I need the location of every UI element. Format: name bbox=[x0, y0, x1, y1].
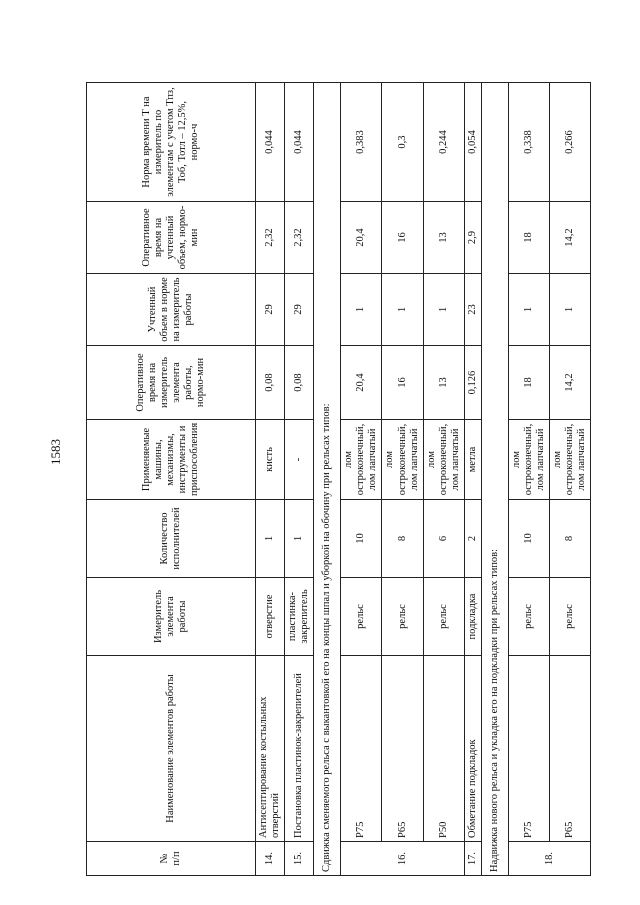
cell-workers: 8 bbox=[382, 500, 423, 578]
table-row bbox=[508, 83, 549, 876]
table-row bbox=[550, 83, 591, 876]
section-title: Сдвижка сменяемого рельса с выкантовкой его на концы шпал и уборкой на обочину при рельсах типов: bbox=[314, 83, 341, 876]
cell-op-time-volume: 20,4 bbox=[341, 202, 382, 274]
section-title: Надвижка нового рельса и укладка его на подкладки при рельсах типов: bbox=[481, 83, 508, 876]
cell-tools: лом остроконечный, лом лапчатый bbox=[423, 420, 464, 500]
table-row bbox=[256, 83, 285, 876]
cell-op-time: 18 bbox=[508, 346, 549, 420]
cell-workers: 10 bbox=[508, 500, 549, 578]
section-row bbox=[314, 83, 341, 876]
cell-op-time: 0,08 bbox=[285, 346, 314, 420]
cell-norm: 0,054 bbox=[464, 83, 481, 202]
cell-meter: рельс bbox=[508, 578, 549, 656]
cell-num: 16. bbox=[341, 842, 465, 876]
norms-table-container bbox=[86, 83, 588, 876]
cell-tools: лом остроконечный, лом лапчатый bbox=[382, 420, 423, 500]
cell-tools: лом остроконечный, лом лапчатый bbox=[341, 420, 382, 500]
header-op-time: Оперативное время на измеритель элемента работы, нормо-мин bbox=[87, 346, 256, 420]
cell-meter: рельс bbox=[382, 578, 423, 656]
cell-meter: рельс bbox=[423, 578, 464, 656]
cell-norm: 0,383 bbox=[341, 83, 382, 202]
cell-op-time: 16 bbox=[382, 346, 423, 420]
cell-norm: 0,338 bbox=[508, 83, 549, 202]
cell-op-time: 0,08 bbox=[256, 346, 285, 420]
table-row bbox=[382, 83, 423, 876]
cell-op-time-volume: 14,2 bbox=[550, 202, 591, 274]
header-norm: Норма времени Т на измеритель по элементам с учетом Тпз, Тоб, Тотл – 12,5%, нормо-ч bbox=[87, 83, 256, 202]
cell-norm: 0,044 bbox=[256, 83, 285, 202]
cell-op-time: 13 bbox=[423, 346, 464, 420]
cell-workers: 10 bbox=[341, 500, 382, 578]
section-row bbox=[481, 83, 508, 876]
cell-workers: 1 bbox=[285, 500, 314, 578]
cell-volume: 1 bbox=[341, 274, 382, 346]
cell-meter: пластинка-закрепитель bbox=[285, 578, 314, 656]
norms-table bbox=[86, 82, 591, 876]
cell-num: 15. bbox=[285, 842, 314, 876]
cell-volume: 23 bbox=[464, 274, 481, 346]
cell-name: Р75 bbox=[341, 656, 382, 842]
cell-op-time: 20,4 bbox=[341, 346, 382, 420]
cell-name: Р75 bbox=[508, 656, 549, 842]
cell-tools: кисть bbox=[256, 420, 285, 500]
cell-meter: рельс bbox=[550, 578, 591, 656]
cell-op-time: 0,126 bbox=[464, 346, 481, 420]
cell-volume: 1 bbox=[382, 274, 423, 346]
header-row bbox=[87, 83, 256, 876]
cell-name: Р65 bbox=[382, 656, 423, 842]
table-row bbox=[341, 83, 382, 876]
header-volume: Учтенный объем в норме на измеритель работы bbox=[87, 274, 256, 346]
cell-op-time-volume: 13 bbox=[423, 202, 464, 274]
cell-workers: 6 bbox=[423, 500, 464, 578]
cell-volume: 1 bbox=[508, 274, 549, 346]
cell-op-time: 14,2 bbox=[550, 346, 591, 420]
cell-workers: 1 bbox=[256, 500, 285, 578]
cell-meter: подкладка bbox=[464, 578, 481, 656]
header-num: № п/п bbox=[87, 842, 256, 876]
cell-meter: отверстие bbox=[256, 578, 285, 656]
cell-volume: 29 bbox=[256, 274, 285, 346]
cell-name: Обметание подкладок bbox=[464, 656, 481, 842]
header-name: Наименование элементов работы bbox=[87, 656, 256, 842]
header-op-time-volume: Оперативное время на учтенный объем, нормо-мин bbox=[87, 202, 256, 274]
table-row bbox=[285, 83, 314, 876]
cell-num: 14. bbox=[256, 842, 285, 876]
cell-num: 18. bbox=[508, 842, 590, 876]
cell-volume: 1 bbox=[550, 274, 591, 346]
cell-name: Постановка пластинок-закрепителей bbox=[285, 656, 314, 842]
cell-name: Р50 bbox=[423, 656, 464, 842]
page-number: 1583 bbox=[48, 439, 63, 465]
header-tools: Применяемые машины, механизмы, инструменты и приспособления bbox=[87, 420, 256, 500]
cell-op-time-volume: 2,32 bbox=[256, 202, 285, 274]
cell-tools: - bbox=[285, 420, 314, 500]
cell-num: 17. bbox=[464, 842, 481, 876]
cell-op-time-volume: 2,9 bbox=[464, 202, 481, 274]
cell-op-time-volume: 18 bbox=[508, 202, 549, 274]
cell-name: Антисептирование костыльных отверстий bbox=[256, 656, 285, 842]
cell-op-time-volume: 2,32 bbox=[285, 202, 314, 274]
header-workers: Количество исполнителей bbox=[87, 500, 256, 578]
cell-norm: 0,244 bbox=[423, 83, 464, 202]
cell-op-time-volume: 16 bbox=[382, 202, 423, 274]
cell-name: Р65 bbox=[550, 656, 591, 842]
cell-volume: 1 bbox=[423, 274, 464, 346]
cell-norm: 0,044 bbox=[285, 83, 314, 202]
cell-workers: 8 bbox=[550, 500, 591, 578]
table-row bbox=[464, 83, 481, 876]
cell-norm: 0,3 bbox=[382, 83, 423, 202]
cell-volume: 29 bbox=[285, 274, 314, 346]
table-row bbox=[423, 83, 464, 876]
cell-tools: метла bbox=[464, 420, 481, 500]
cell-meter: рельс bbox=[341, 578, 382, 656]
cell-tools: лом остроконечный, лом лапчатый bbox=[508, 420, 549, 500]
cell-workers: 2 bbox=[464, 500, 481, 578]
cell-tools: лом остроконечный, лом лапчатый bbox=[550, 420, 591, 500]
header-meter: Измеритель элемента работы bbox=[87, 578, 256, 656]
cell-norm: 0,266 bbox=[550, 83, 591, 202]
